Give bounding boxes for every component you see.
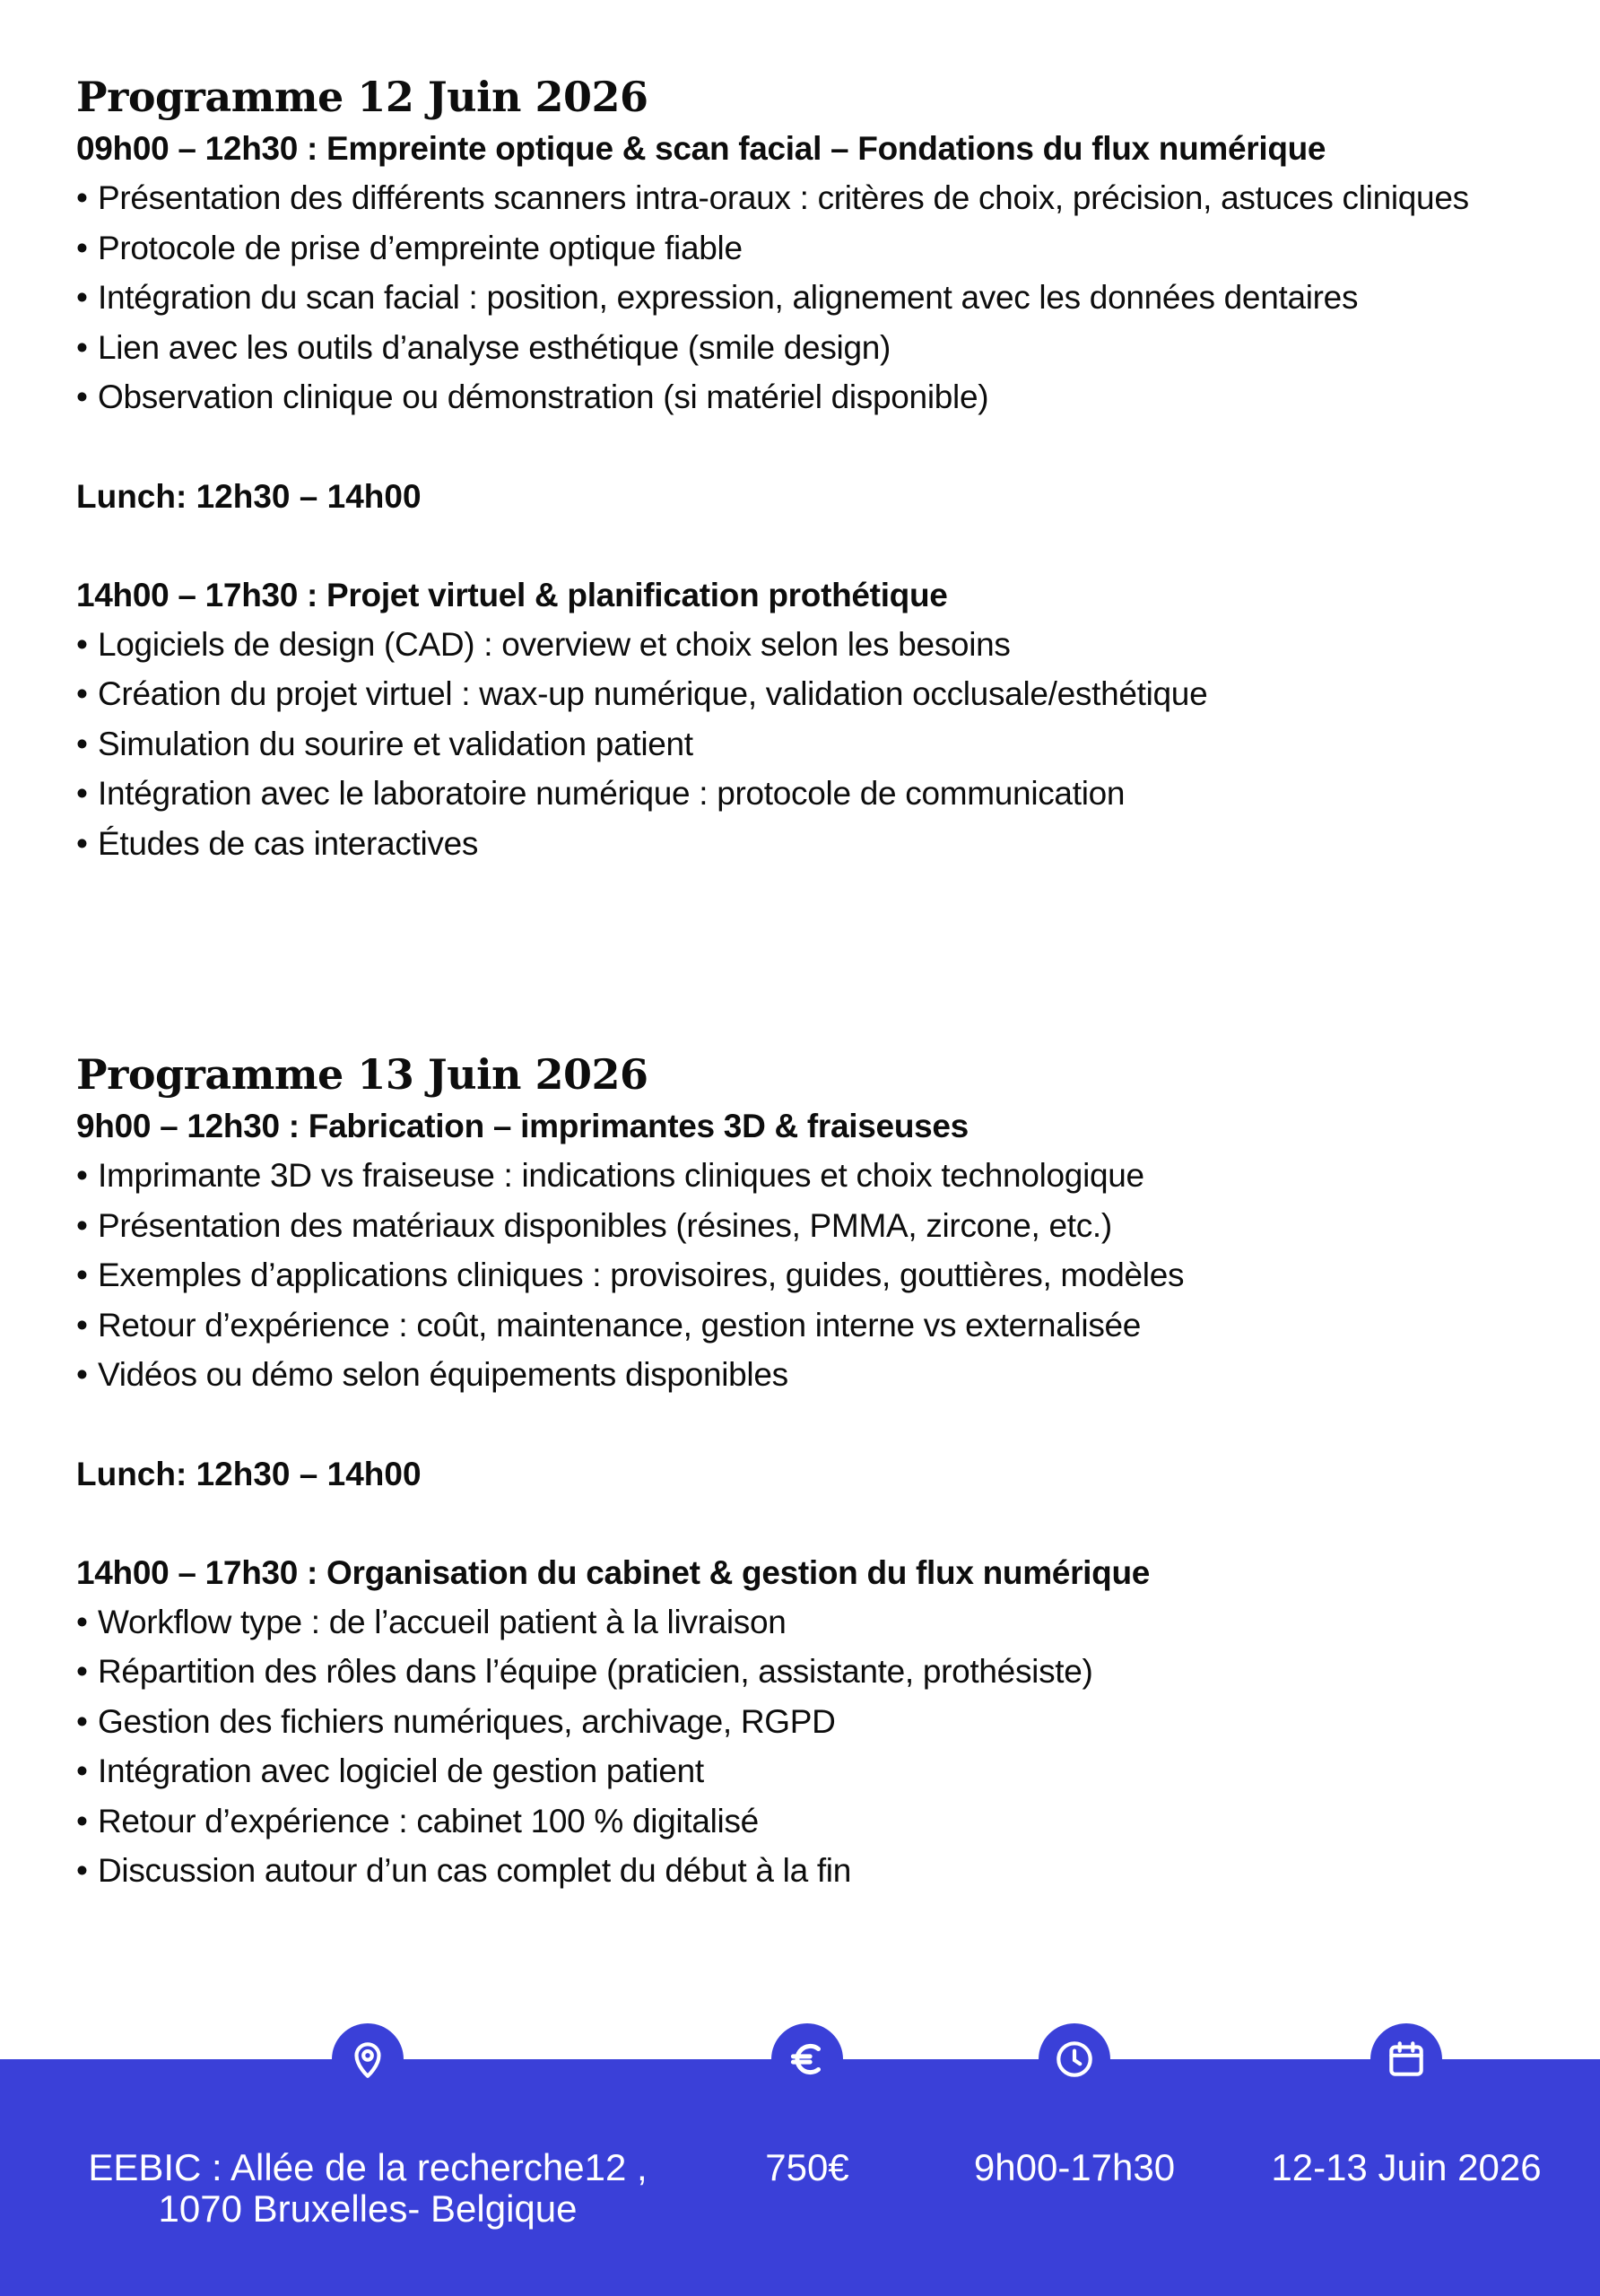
- day-2-lunch: Lunch: 12h30 – 14h00: [76, 1455, 422, 1492]
- day-2-afternoon-title: 14h00 – 17h30 : Organisation du cabinet & gestion du flux numérique: [76, 1553, 1151, 1591]
- location-line-1: EEBIC : Allée de la recherche12 ,: [88, 2146, 648, 2188]
- day-2-title: Programme 13 Juin 2026: [76, 1050, 648, 1099]
- location-text: [54, 2147, 682, 2230]
- location-line-2: 1070 Bruxelles- Belgique: [158, 2187, 578, 2230]
- list-item: • Répartition des rôles dans l’équipe (praticien, assistante, prothésiste): [76, 1653, 1093, 1690]
- info-price: [735, 2023, 879, 2188]
- euro-icon: [771, 2023, 843, 2095]
- price-text: 750€: [765, 2146, 849, 2188]
- list-item: • Protocole de prise d’empreinte optique fiable: [76, 229, 743, 266]
- list-item: • Intégration avec logiciel de gestion patient: [76, 1752, 704, 1789]
- list-item: • Présentation des différents scanners intra-oraux : critères de choix, précision, astuces cliniques: [76, 179, 1469, 216]
- day-1-title: Programme 12 Juin 2026: [76, 73, 648, 121]
- list-item: • Lien avec les outils d’analyse esthétique (smile design): [76, 328, 891, 366]
- program-content: [76, 70, 1547, 1896]
- list-item: • Gestion des fichiers numériques, archivage, RGPD: [76, 1702, 836, 1740]
- day-1-morning-list: [76, 173, 1547, 422]
- list-item: • Exemples d’applications cliniques : provisoires, guides, gouttières, modèles: [76, 1257, 1185, 1293]
- list-item: • Présentation des matériaux disponibles (résines, PMMA, zircone, etc.): [76, 1206, 1112, 1244]
- info-hours: [949, 2023, 1200, 2188]
- list-item: • Imprimante 3D vs fraiseuse : indications cliniques et choix technologique: [76, 1157, 1144, 1194]
- day-1-morning-title: 09h00 – 12h30 : Empreinte optique & scan facial – Fondations du flux numérique: [76, 130, 1326, 167]
- hours-text: 9h00-17h30: [973, 2146, 1176, 2188]
- list-item: • Création du projet virtuel : wax-up numérique, validation occlusale/esthétique: [76, 675, 1208, 712]
- list-item: • Observation clinique ou démonstration (si matériel disponible): [76, 378, 989, 415]
- list-item: • Retour d’expérience : cabinet 100 % digitalisé: [76, 1802, 759, 1839]
- list-item: • Logiciels de design (CAD) : overview et choix selon les besoins: [76, 625, 1011, 663]
- list-item: • Discussion autour d’un cas complet du début à la fin: [76, 1852, 852, 1889]
- list-item: • Intégration du scan facial : position, expression, alignement avec les données dentaires: [76, 279, 1359, 316]
- list-item: • Intégration avec le laboratoire numérique : protocole de communication: [76, 775, 1126, 812]
- list-item: • Simulation du sourire et validation patient: [76, 725, 693, 762]
- info-date: [1245, 2023, 1568, 2188]
- list-item: • Études de cas interactives: [76, 824, 479, 862]
- day-2-morning-title: 9h00 – 12h30 : Fabrication – imprimantes 3D & fraiseuses: [76, 1108, 969, 1144]
- list-item: • Workflow type : de l’accueil patient à la livraison: [76, 1603, 787, 1640]
- map-pin-icon: [332, 2023, 404, 2095]
- day-1-lunch: Lunch: 12h30 – 14h00: [76, 477, 422, 515]
- info-location: [54, 2023, 682, 2230]
- day-1-section: [76, 70, 1547, 868]
- day-2-section: [76, 1048, 1547, 1896]
- calendar-icon: [1370, 2023, 1442, 2095]
- date-text: 12-13 Juin 2026: [1271, 2146, 1542, 2188]
- day-1-afternoon-list: [76, 620, 1547, 869]
- list-item: • Retour d’expérience : coût, maintenance, gestion interne vs externalisée: [76, 1306, 1142, 1344]
- clock-icon: [1039, 2023, 1110, 2095]
- list-item: • Vidéos ou démo selon équipements disponibles: [76, 1356, 788, 1393]
- day-2-morning-list: [76, 1151, 1547, 1400]
- day-1-afternoon-title: 14h00 – 17h30 : Projet virtuel & planification prothétique: [76, 576, 948, 613]
- day-2-afternoon-list: [76, 1597, 1547, 1896]
